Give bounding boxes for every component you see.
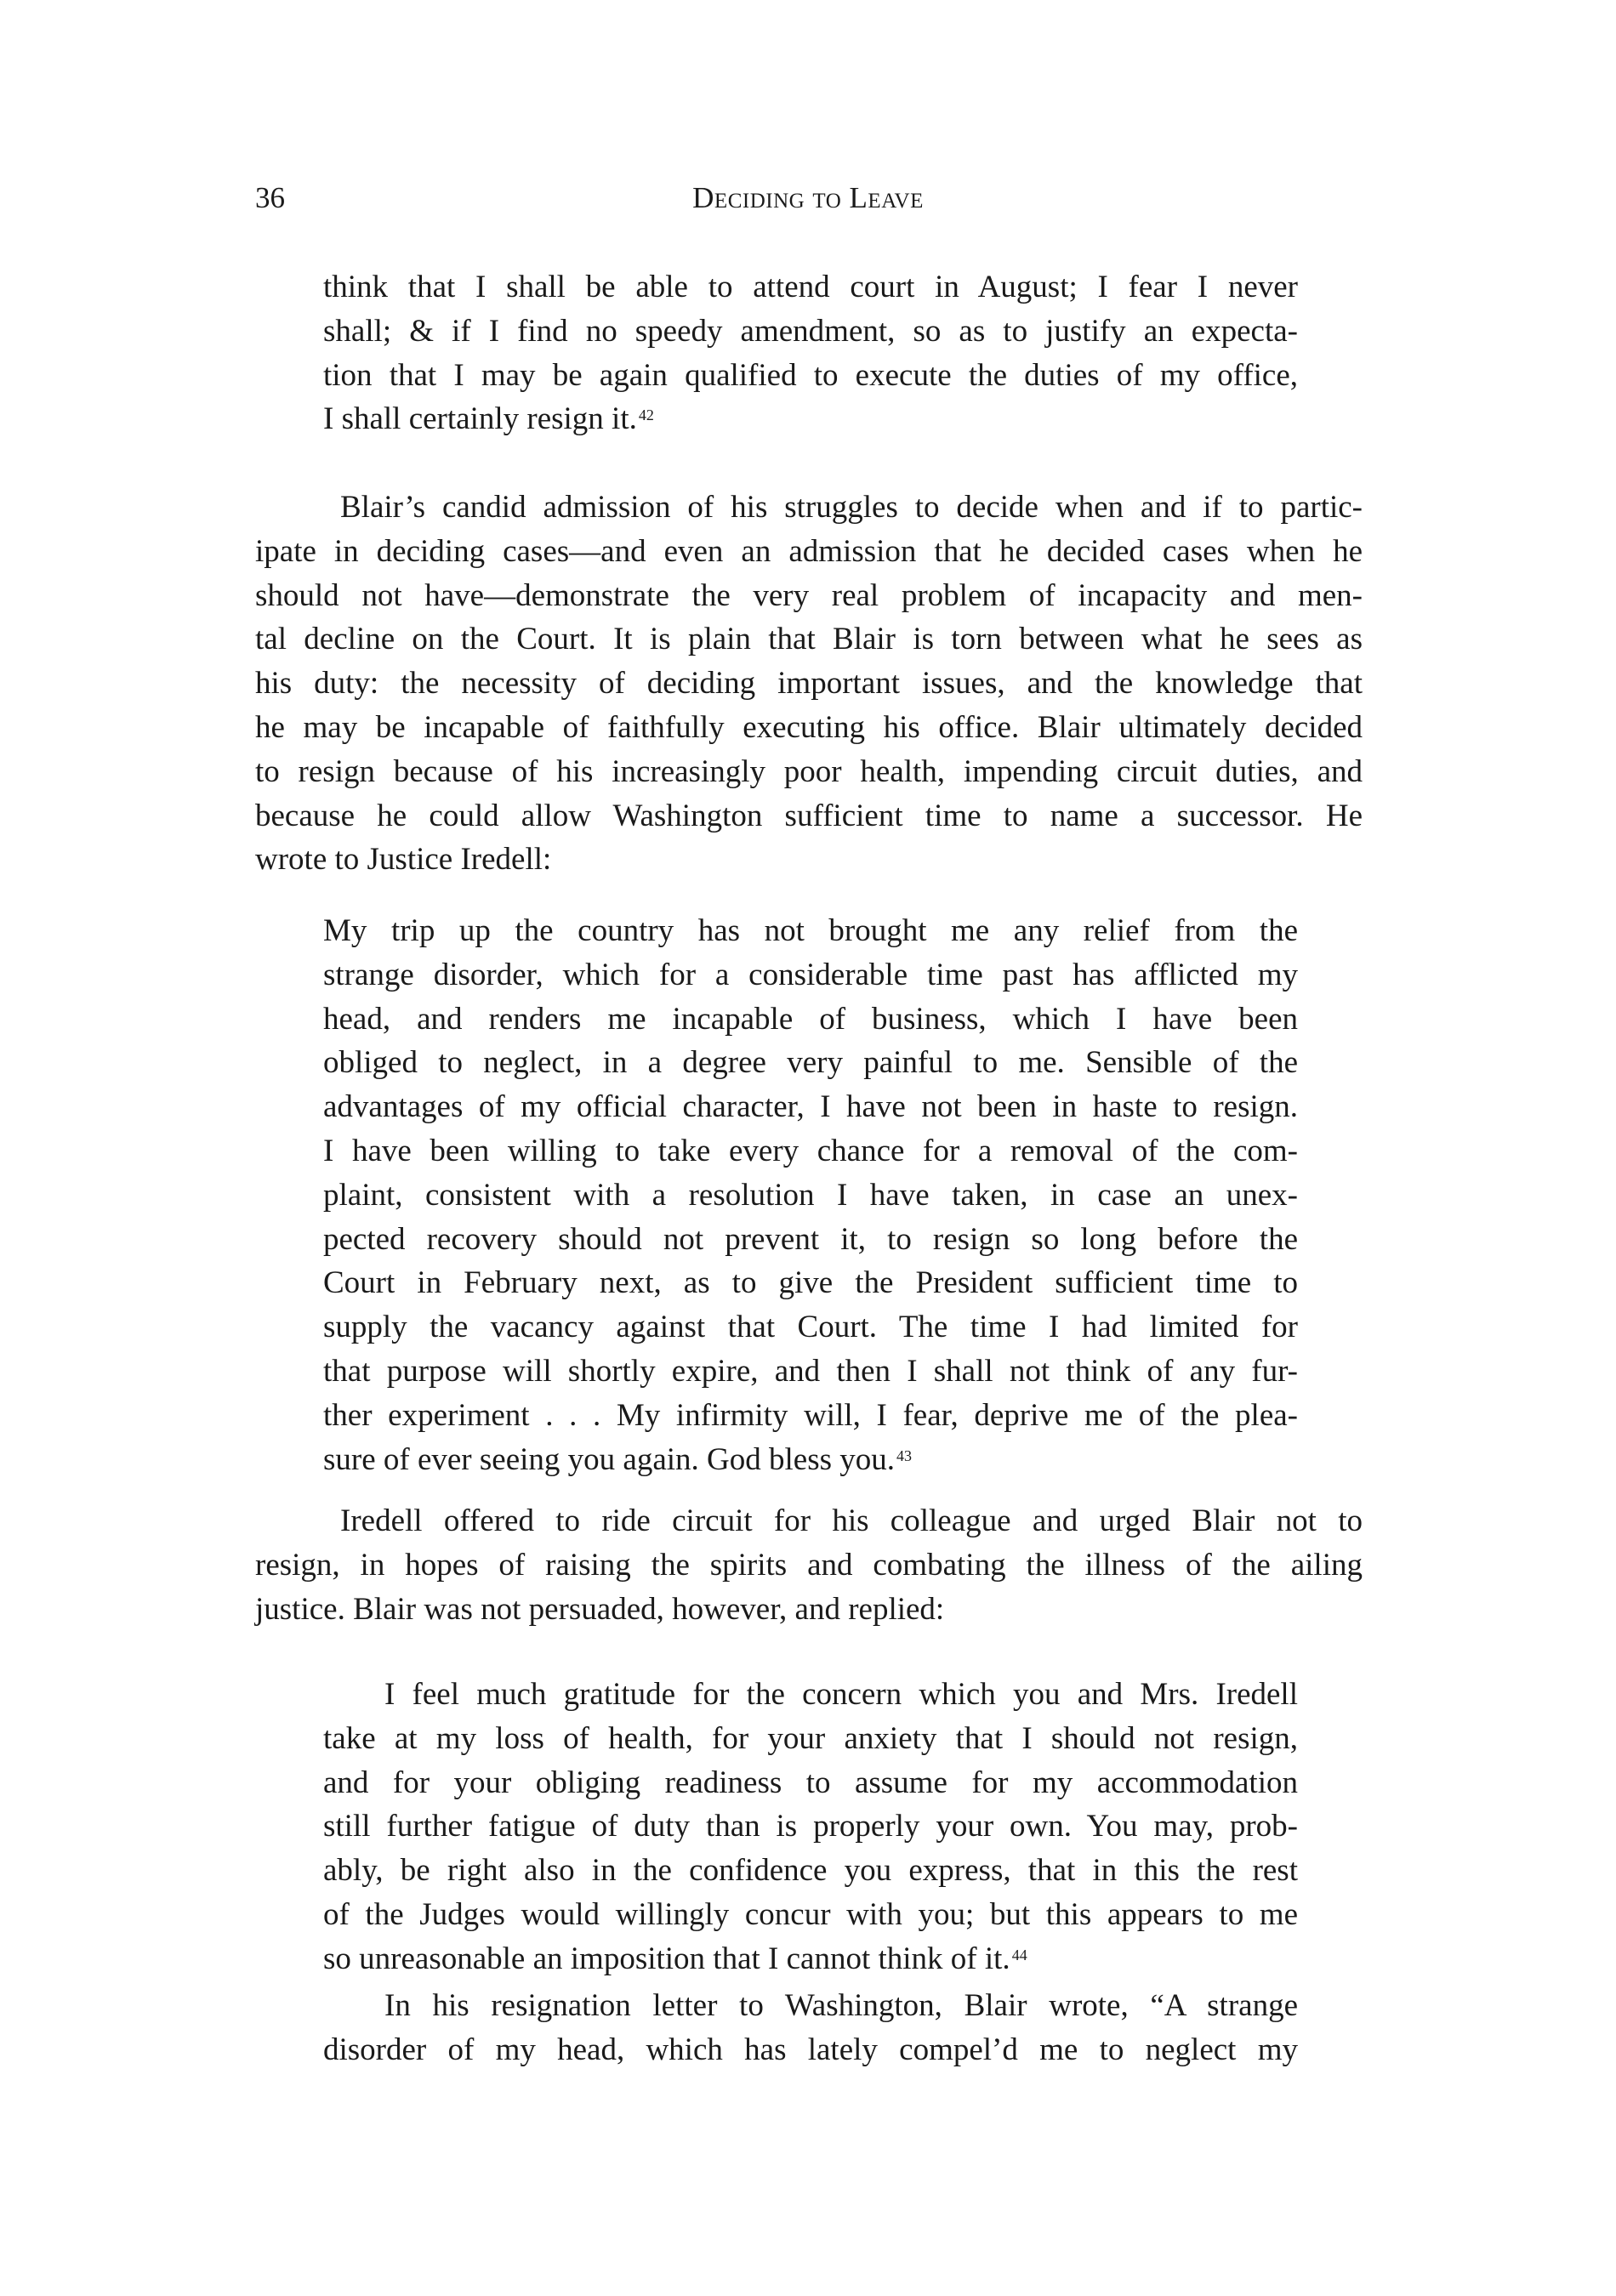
text-line xyxy=(323,1218,1298,1262)
text-line xyxy=(255,617,1363,662)
line-text: tal decline on the Court. It is plain that Blair is torn between what he sees as xyxy=(255,622,1363,657)
line-text: should not have—demonstrate the very real problem of incapacity and men- xyxy=(255,577,1363,613)
text-line xyxy=(255,706,1363,750)
line-text: Iredell offered to ride circuit for his colleague and urged Blair not to xyxy=(340,1503,1363,1538)
text-line xyxy=(255,1543,1363,1588)
line-text: plaint, consistent with a resolution I have taken, in case an unex- xyxy=(323,1177,1298,1213)
text-line xyxy=(255,574,1363,618)
text-line xyxy=(323,953,1298,997)
text-line xyxy=(323,1041,1298,1085)
line-text: ably, be right also in the confidence you express, that in this the rest xyxy=(323,1853,1298,1889)
footnote-marker[interactable]: 43 xyxy=(896,1446,912,1464)
text-line xyxy=(323,1438,1298,1482)
block-quote xyxy=(323,265,1298,441)
text-line xyxy=(323,2028,1298,2072)
line-text: My trip up the country has not brought me any relief from the xyxy=(323,913,1298,948)
body-paragraph xyxy=(255,1499,1363,1631)
line-text: he may be incapable of faithfully executing his office. Blair ultimately decided xyxy=(255,709,1363,745)
line-text: I shall certainly resign it. xyxy=(323,401,637,437)
text-line xyxy=(323,1717,1298,1761)
line-text: I have been willing to take every chance for a removal of the com- xyxy=(323,1133,1298,1168)
text-line xyxy=(255,750,1363,794)
line-text: tion that I may be again qualified to execute the duties of my office, xyxy=(323,357,1298,393)
text-line xyxy=(323,310,1298,354)
text-line xyxy=(323,397,1298,441)
line-text: take at my loss of health, for your anxiety that I should not resign, xyxy=(323,1720,1298,1756)
text-line xyxy=(323,1129,1298,1174)
text-line xyxy=(323,354,1298,398)
line-text: disorder of my head, which has lately compel’d me to neglect my xyxy=(323,2032,1298,2067)
line-text: strange disorder, which for a considerable time past has afflicted my xyxy=(323,957,1298,992)
line-text: to resign because of his increasingly poor health, impending circuit duties, and xyxy=(255,753,1363,789)
line-text: head, and renders me incapable of business, which I have been xyxy=(323,1001,1298,1037)
text-line xyxy=(255,794,1363,838)
line-text: obliged to neglect, in a degree very painful to me. Sensible of the xyxy=(323,1045,1298,1081)
text-line xyxy=(323,1893,1298,1937)
line-text: that purpose will shortly expire, and then I shall not think of any fur- xyxy=(323,1353,1298,1389)
text-line xyxy=(255,1588,1363,1632)
text-line xyxy=(255,486,1363,530)
text-line xyxy=(323,997,1298,1042)
block-quote xyxy=(323,1984,1298,2072)
line-text: pected recovery should not prevent it, to resign so long before the xyxy=(323,1221,1298,1257)
text-line xyxy=(255,530,1363,574)
text-line xyxy=(323,1673,1298,1717)
text-line xyxy=(323,265,1298,310)
line-text: supply the vacancy against that Court. The time I had limited for xyxy=(323,1310,1298,1345)
text-line xyxy=(323,1085,1298,1129)
text-line xyxy=(323,1305,1298,1350)
body-paragraph xyxy=(255,486,1363,882)
line-text: his duty: the necessity of deciding important issues, and the knowledge that xyxy=(255,666,1363,702)
line-text: shall; & if I find no speedy amendment, so as to justify an expecta- xyxy=(323,313,1298,349)
text-line xyxy=(323,1261,1298,1305)
line-text: Court in February next, as to give the President sufficient time to xyxy=(323,1265,1298,1301)
text-line xyxy=(323,909,1298,953)
line-text: and for your obliging readiness to assume for my accommodation xyxy=(323,1765,1298,1800)
text-line xyxy=(255,662,1363,706)
text-line xyxy=(323,1849,1298,1893)
text-line xyxy=(323,1937,1298,1981)
line-text: still further fatigue of duty than is properly your own. You may, prob- xyxy=(323,1809,1298,1844)
line-text: Blair’s candid admission of his struggles to decide when and if to partic- xyxy=(340,490,1363,525)
text-line xyxy=(323,1984,1298,2028)
text-line xyxy=(255,1499,1363,1543)
line-text: ipate in deciding cases—and even an admission that he decided cases when he xyxy=(255,533,1363,569)
block-quote xyxy=(323,909,1298,1481)
block-quote xyxy=(323,1673,1298,1981)
line-text: ther experiment . . . My infirmity will, I fear, deprive me of the plea- xyxy=(323,1397,1298,1433)
footnote-marker[interactable]: 42 xyxy=(638,406,654,424)
line-text: think that I shall be able to attend court in August; I fear I never xyxy=(323,270,1298,304)
text-line xyxy=(323,1761,1298,1805)
footnote-marker[interactable]: 44 xyxy=(1011,1946,1027,1964)
page-number: 36 xyxy=(255,181,285,214)
line-text: so unreasonable an imposition that I cannot think of it. xyxy=(323,1941,1010,1976)
line-text: I feel much gratitude for the concern which you and Mrs. Iredell xyxy=(384,1677,1298,1712)
line-text: wrote to Justice Iredell: xyxy=(255,842,552,878)
running-head: Deciding to Leave xyxy=(692,181,924,214)
line-text: resign, in hopes of raising the spirits and combating the illness of the ailing xyxy=(255,1547,1363,1583)
text-line xyxy=(323,1350,1298,1394)
line-text: justice. Blair was not persuaded, however, and replied: xyxy=(255,1591,945,1627)
line-text: advantages of my official character, I have not been in haste to resign. xyxy=(323,1089,1298,1125)
text-line xyxy=(323,1804,1298,1849)
line-text: In his resignation letter to Washington, Blair wrote, “A strange xyxy=(384,1988,1298,2023)
text-line xyxy=(323,1174,1298,1218)
text-line xyxy=(323,1394,1298,1438)
line-text: of the Judges would willingly concur with you; but this appears to me xyxy=(323,1896,1298,1932)
text-line xyxy=(255,838,1363,882)
line-text: sure of ever seeing you again. God bless you. xyxy=(323,1441,895,1477)
line-text: because he could allow Washington sufficient time to name a successor. He xyxy=(255,798,1363,833)
